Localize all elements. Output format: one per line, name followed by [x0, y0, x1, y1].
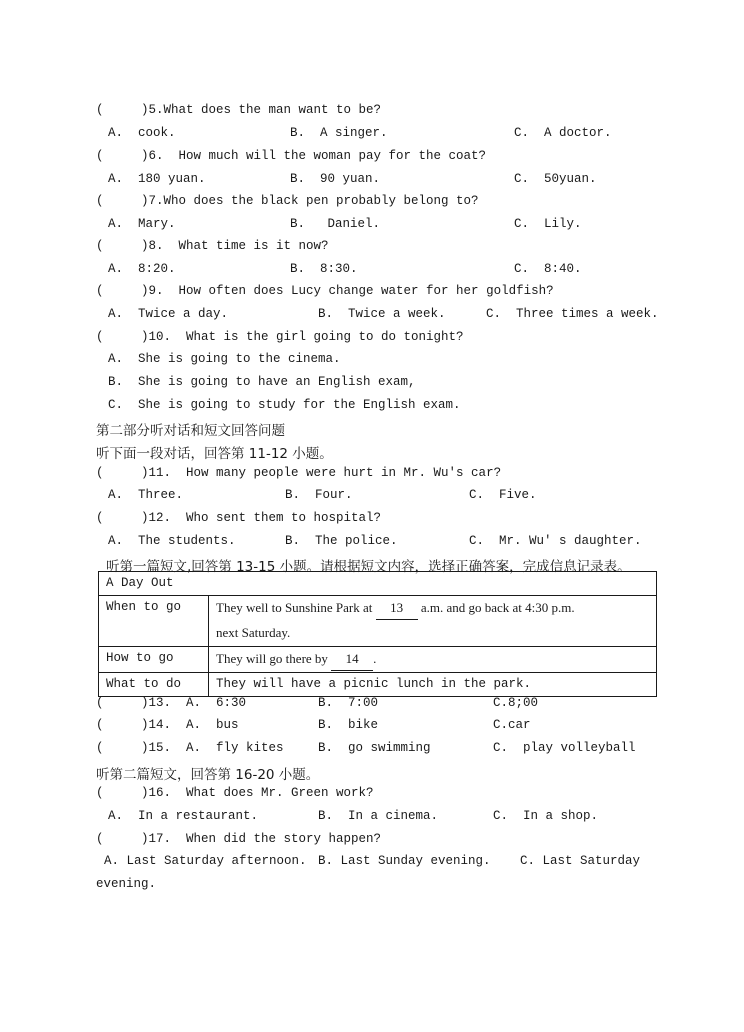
q5-option-c: C. A doctor.: [514, 126, 612, 140]
when-text-line2: next Saturday.: [216, 625, 291, 640]
question-13: ( )13. A. 6:30: [96, 696, 247, 710]
dialogue-instruction: 听下面一段对话，回答第 11-12 小题。: [96, 446, 333, 462]
q9-option-a: A. Twice a day.: [108, 307, 229, 321]
question-8: ( )8. What time is it now?: [96, 239, 329, 253]
passage-2-instruction: 听第二篇短文，回答第 16-20 小题。: [96, 767, 320, 783]
q15-option-b: B. go swimming: [318, 741, 431, 755]
question-9: ( )9. How often does Lucy change water for her goldfish?: [96, 284, 554, 298]
q13-option-b: B. 7:00: [318, 696, 379, 710]
table-key-when: When to go: [99, 596, 209, 647]
q5-option-a: A. cook.: [108, 126, 176, 140]
info-record-table: [98, 571, 657, 697]
q16-option-c: C. In a shop.: [493, 809, 599, 823]
q16-option-a: A. In a restaurant.: [108, 809, 259, 823]
q14-option-c: C.car: [493, 718, 531, 732]
q6-option-c: C. 50yuan.: [514, 172, 597, 186]
when-text-pre: They well to Sunshine Park at: [216, 600, 376, 615]
q8-option-c: C. 8:40.: [514, 262, 582, 276]
q7-option-b: B. Daniel.: [290, 217, 381, 231]
q15-option-c: C. play volleyball: [493, 741, 636, 755]
passage-1-instruction: 听第一篇短文,回答第 13-15 小题。请根据短文内容，选择正确答案，完成信息记录表。: [106, 559, 631, 575]
how-text-pre: They will go there by: [216, 651, 332, 666]
q13-option-c: C.8;00: [493, 696, 539, 710]
q8-option-a: A. 8:20.: [108, 262, 176, 276]
blank-14: 14: [331, 647, 373, 671]
q11-option-a: A. Three.: [108, 488, 184, 502]
table-title: A Day Out: [99, 572, 657, 596]
q10-option-b: B. She is going to have an English exam,: [108, 375, 416, 389]
q6-option-b: B. 90 yuan.: [290, 172, 381, 186]
question-15: ( )15. A. fly kites: [96, 741, 284, 755]
how-text-post: .: [373, 651, 377, 666]
q5-option-b: B. A singer.: [290, 126, 388, 140]
question-6: ( )6. How much will the woman pay for the coat?: [96, 149, 487, 163]
q6-option-a: A. 180 yuan.: [108, 172, 206, 186]
q12-option-b: B. The police.: [285, 534, 398, 548]
q10-option-a: A. She is going to the cinema.: [108, 352, 341, 366]
table-value-what: They will have a picnic lunch in the park.: [209, 673, 657, 697]
question-12: ( )12. Who sent them to hospital?: [96, 511, 382, 525]
q11-option-c: C. Five.: [469, 488, 537, 502]
question-11: ( )11. How many people were hurt in Mr. Wu's car?: [96, 466, 502, 480]
question-17: ( )17. When did the story happen?: [96, 832, 382, 846]
q9-option-b: B. Twice a week.: [318, 307, 446, 321]
q7-option-c: C. Lily.: [514, 217, 582, 231]
question-16: ( )16. What does Mr. Green work?: [96, 786, 374, 800]
q8-option-b: B. 8:30.: [290, 262, 358, 276]
table-key-how: How to go: [99, 647, 209, 673]
q17-option-c-wrap: evening.: [96, 877, 157, 891]
question-5: ( )5.What does the man want to be?: [96, 103, 382, 117]
when-text-post: a.m. and go back at 4:30 p.m.: [417, 600, 575, 615]
table-value-how: [209, 647, 657, 673]
table-value-when: [209, 596, 657, 647]
q12-option-a: A. The students.: [108, 534, 236, 548]
table-key-what: What to do: [99, 673, 209, 697]
q17-option-b: B. Last Sunday evening.: [318, 854, 491, 868]
q9-option-c: C. Three times a week.: [486, 307, 659, 321]
q17-option-c: C. Last Saturday: [520, 854, 641, 868]
blank-13: 13: [376, 596, 418, 620]
q12-option-c: C. Mr. Wu' s daughter.: [469, 534, 642, 548]
q17-option-a: A. Last Saturday afternoon.: [104, 854, 307, 868]
q16-option-b: B. In a cinema.: [318, 809, 439, 823]
q14-option-b: B. bike: [318, 718, 379, 732]
question-14: ( )14. A. bus: [96, 718, 239, 732]
q7-option-a: A. Mary.: [108, 217, 176, 231]
section-2-title: 第二部分听对话和短文回答问题: [96, 423, 285, 439]
q10-option-c: C. She is going to study for the English exam.: [108, 398, 461, 412]
q11-option-b: B. Four.: [285, 488, 353, 502]
question-7: ( )7.Who does the black pen probably belong to?: [96, 194, 479, 208]
question-10: ( )10. What is the girl going to do tonight?: [96, 330, 464, 344]
